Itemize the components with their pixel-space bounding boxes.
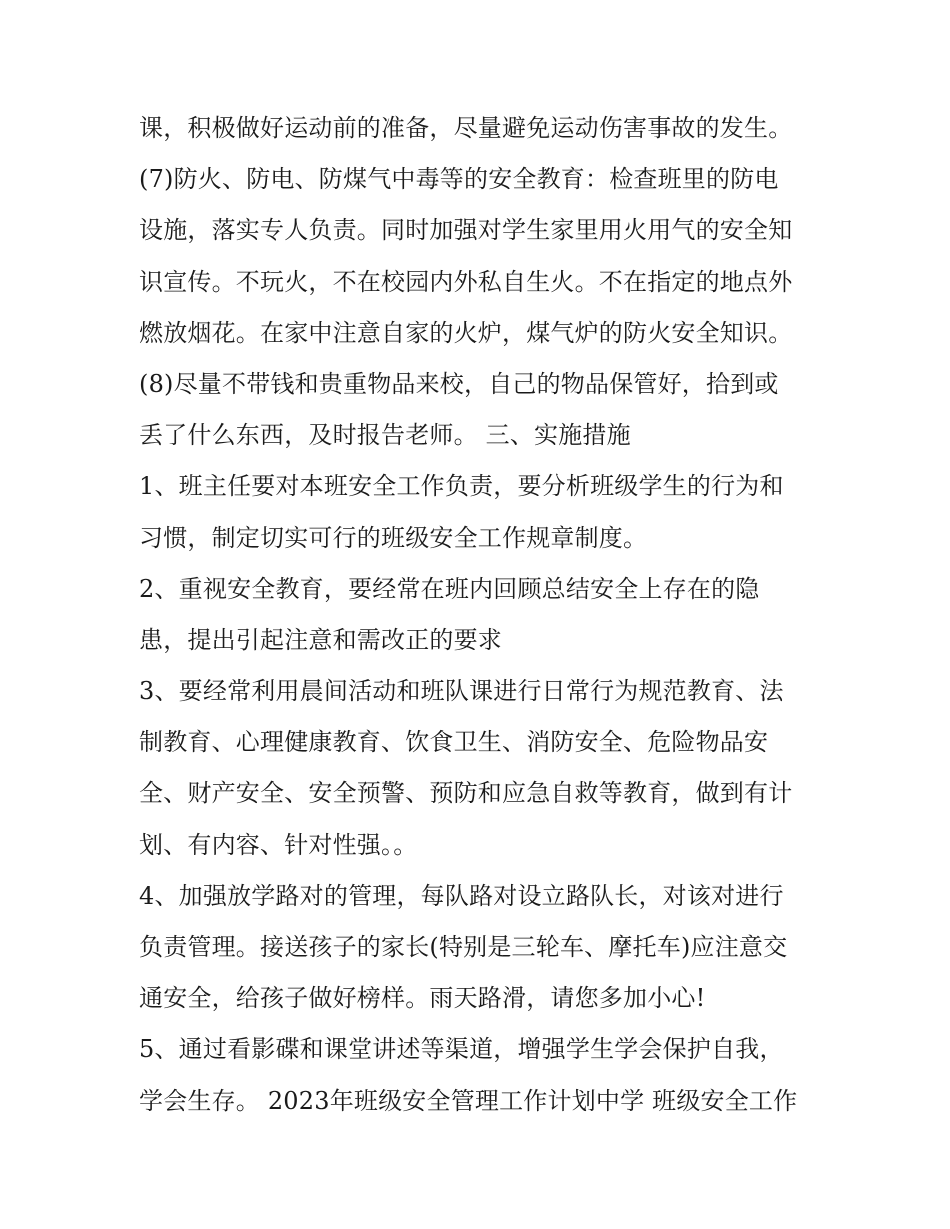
text-line: 设施，落实专人负责。同时加强对学生家里用火用气的安全知 xyxy=(139,216,793,245)
text-line: 丢了什么东西，及时报告老师。 三、实施措施 xyxy=(139,421,631,450)
document-body xyxy=(139,103,819,1127)
text-line: 2、重视安全教育，要经常在班内回顾总结安全上存在的隐 xyxy=(139,574,760,603)
text-line: 燃放烟花。在家中注意自家的火炉，煤气炉的防火安全知识。 xyxy=(139,318,793,347)
text-line: 5、通过看影碟和课堂讲述等渠道，增强学生学会保护自我， xyxy=(139,1035,784,1064)
text-line: 1、班主任要对本班安全工作负责，要分析班级学生的行为和 xyxy=(139,472,784,501)
text-line: 4、加强放学路对的管理，每队路对设立路队长，对该对进行 xyxy=(139,881,784,910)
text-line: (7)防火、防电、防煤气中毒等的安全教育：检查班里的防电 xyxy=(139,165,779,194)
text-line: 通安全，给孩子做好榜样。雨天路滑，请您多加小心! xyxy=(139,984,706,1013)
text-line: 识宣传。不玩火，不在校园内外私自生火。不在指定的地点外 xyxy=(139,267,793,296)
text-line: 患，提出引起注意和需改正的要求 xyxy=(139,625,502,654)
text-line: 制教育、心理健康教育、饮食卫生、消防安全、危险物品安 xyxy=(139,728,769,757)
text-line: 全、财产安全、安全预警、预防和应急自救等教育，做到有计 xyxy=(139,779,793,808)
text-line: 习惯，制定切实可行的班级安全工作规章制度。 xyxy=(139,523,648,552)
text-line: 3、要经常利用晨间活动和班队课进行日常行为规范教育、法 xyxy=(139,677,784,706)
text-line: 课，积极做好运动前的准备，尽量避免运动伤害事故的发生。 xyxy=(139,114,793,142)
text-line: (8)尽量不带钱和贵重物品来校，自己的物品保管好，拾到或 xyxy=(139,369,779,398)
text-line: 负责管理。接送孩子的家长(特别是三轮车、摩托车)应注意交 xyxy=(139,933,788,961)
text-line: 学会生存。 2023年班级安全管理工作计划中学 班级安全工作 xyxy=(139,1086,798,1115)
text-line: 划、有内容、针对性强。。 xyxy=(139,830,418,859)
